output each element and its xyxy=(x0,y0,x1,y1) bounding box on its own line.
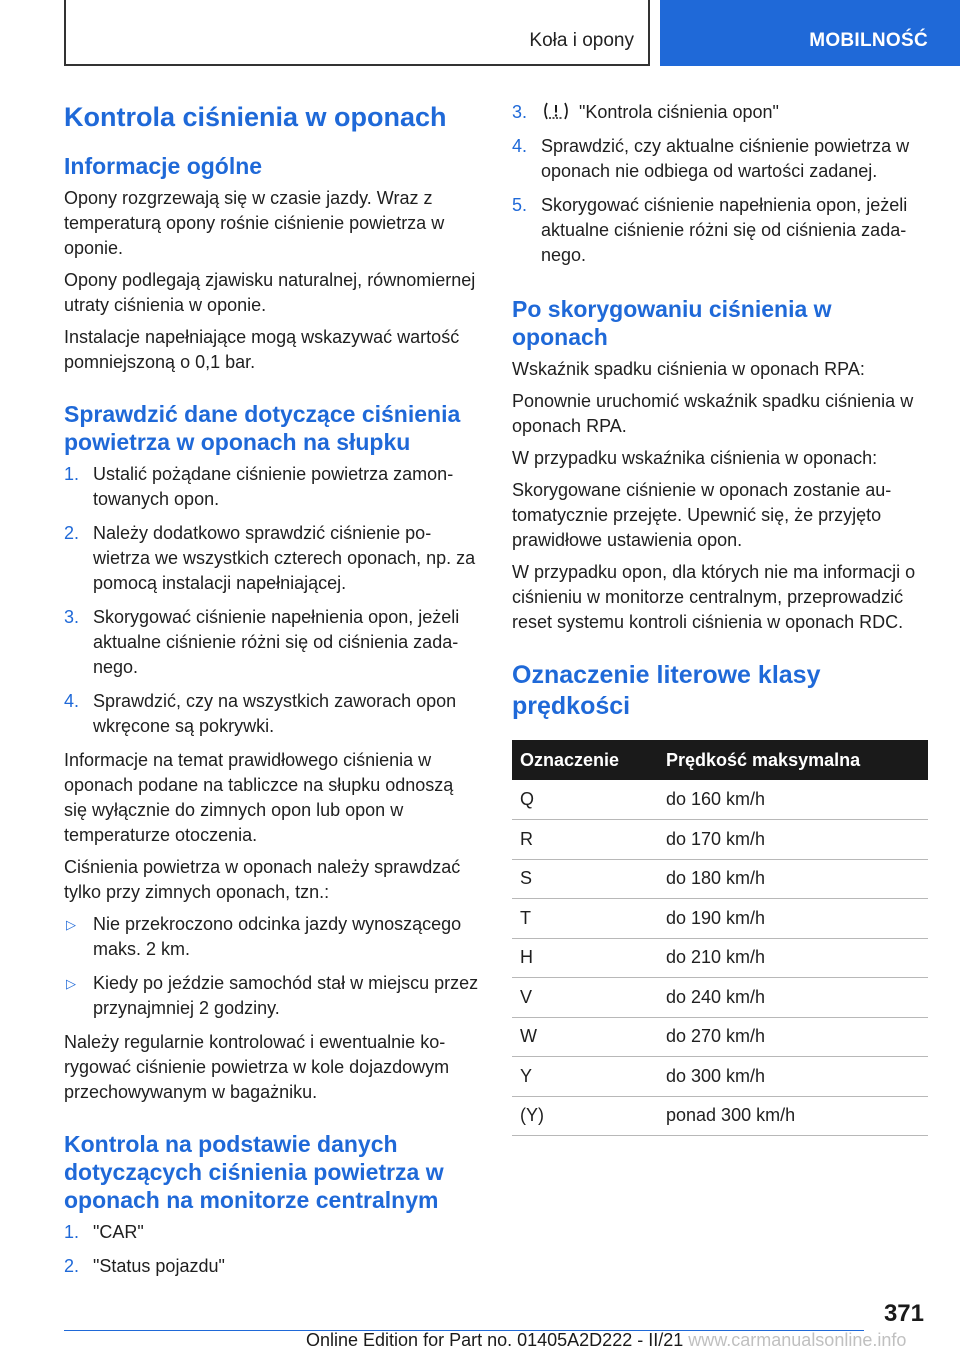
table-header-row xyxy=(512,740,928,780)
cold-tire-bullets xyxy=(64,912,480,1021)
table-cell: S xyxy=(512,859,658,899)
list-item xyxy=(64,971,480,1021)
speed-class-table xyxy=(512,740,928,1136)
table-cell: (Y) xyxy=(512,1096,658,1136)
table-cell: do 170 km/h xyxy=(658,820,928,860)
chapter-title: MOBILNOŚĆ xyxy=(809,30,928,51)
bullet-text: Nie przekroczono odcinka jazdy wynoszącego maks. 2 km. xyxy=(93,914,462,959)
general-heading: Informacje ogólne xyxy=(64,153,263,179)
general-paragraph: Opony podlegają zjawisku naturalnej, równomiernej utraty ciśnienia w oponie. xyxy=(64,270,476,315)
after-paragraph: Wskaźnik spadku ciśnienia w oponach RPA: xyxy=(512,359,865,379)
table-cell: Y xyxy=(512,1057,658,1097)
table-row xyxy=(512,820,928,860)
list-item xyxy=(64,605,480,680)
list-item xyxy=(64,462,480,512)
table-row xyxy=(512,1057,928,1097)
list-item xyxy=(64,521,480,596)
table-cell: do 210 km/h xyxy=(658,938,928,978)
monitor-heading: Kontrola na podstawie danych dotyczących ciśnienia powietrza w oponach na monitorze centralnym xyxy=(64,1131,444,1213)
step-number: 5. xyxy=(512,195,528,215)
monitor-steps xyxy=(64,1220,480,1279)
table-cell: H xyxy=(512,938,658,978)
step-number: 3. xyxy=(512,102,528,122)
table-cell: T xyxy=(512,899,658,939)
list-item xyxy=(512,100,930,125)
table-cell: do 300 km/h xyxy=(658,1057,928,1097)
list-item xyxy=(64,912,480,962)
column-header: Oznaczenie xyxy=(512,740,658,780)
table-cell: W xyxy=(512,1017,658,1057)
pillar-steps xyxy=(64,462,480,739)
bullet-triangle-icon: ▷ xyxy=(66,917,76,932)
list-item xyxy=(512,193,930,268)
tire-pressure-warning-icon xyxy=(541,101,571,121)
column-header: Prędkość maksymalna xyxy=(658,740,928,780)
table-cell: do 270 km/h xyxy=(658,1017,928,1057)
general-paragraph: Instalacje napełniające mogą wskazywać wartość pomniejszoną o 0,1 bar. xyxy=(64,327,460,372)
section-title: Koła i opony xyxy=(529,30,634,51)
speed-class-heading: Oznaczenie literowe klasy prędkości xyxy=(512,661,821,720)
after-paragraph: W przypadku opon, dla których nie ma informacji o ciśnieniu w monitorze centralnym, przeprowadzić reset systemu kontroli ciśnienia w oponach RDC. xyxy=(512,562,916,632)
page-title: Kontrola ciśnienia w oponach xyxy=(64,102,447,132)
list-item xyxy=(512,134,930,184)
step-text: Ustalić pożądane ciśnienie powietrza zamontowanych opon. xyxy=(93,464,454,509)
table-cell: V xyxy=(512,978,658,1018)
page-number: 371 xyxy=(883,1300,924,1327)
pillar-paragraph: Należy regularnie kontrolować i ewentualnie korygować ciśnienie powietrza w kole dojazdowym przechowywanym w bagażniku. xyxy=(64,1032,450,1102)
edition-text: Online Edition for Part no. 01405A2D222 - II/21 xyxy=(306,1330,684,1350)
table-row xyxy=(512,780,928,820)
left-column xyxy=(64,100,480,1288)
table-cell: do 180 km/h xyxy=(658,859,928,899)
step-number: 1. xyxy=(64,1222,80,1242)
table-cell: Q xyxy=(512,780,658,820)
section-tab xyxy=(64,0,650,66)
table-cell: ponad 300 km/h xyxy=(658,1096,928,1136)
step-text: Skorygować ciśnienie napełnienia opon, jeżeli aktualne ciśnienie różni się od ciśnienia zadanego. xyxy=(93,607,460,677)
table-row xyxy=(512,1096,928,1136)
step-text: Sprawdzić, czy aktualne ciśnienie powietrza w oponach nie odbiega od wartości zadanej. xyxy=(541,136,910,181)
brand-watermark[interactable]: www.carmanualsonline.info xyxy=(688,1330,907,1350)
list-item xyxy=(64,689,480,739)
after-paragraph: Ponownie uruchomić wskaźnik spadku ciśnienia w oponach RPA. xyxy=(512,391,914,436)
bullet-text: Kiedy po jeździe samochód stał w miejscu przez przynajmniej 2 godziny. xyxy=(93,973,479,1018)
table-cell: do 240 km/h xyxy=(658,978,928,1018)
footer-edition-line xyxy=(306,1330,906,1351)
table-cell: do 160 km/h xyxy=(658,780,928,820)
step-number: 3. xyxy=(64,607,80,627)
step-text: "CAR" xyxy=(93,1222,144,1242)
pillar-heading: Sprawdzić dane dotyczące ciśnienia powietrza w oponach na słupku xyxy=(64,401,461,455)
after-correction-heading: Po skorygowaniu ciśnienia w oponach xyxy=(512,296,832,350)
table-row xyxy=(512,899,928,939)
monitor-steps-continued xyxy=(512,100,930,268)
step-text: Należy dodatkowo sprawdzić ciśnienie powietrza we wszystkich czterech oponach, np. za pomocą instalacji napełniającej. xyxy=(93,523,476,593)
table-cell: do 190 km/h xyxy=(658,899,928,939)
table-row xyxy=(512,978,928,1018)
step-text: Skorygować ciśnienie napełnienia opon, jeżeli aktualne ciśnienie różni się od ciśnienia zadanego. xyxy=(541,195,908,265)
after-paragraph: Skorygowane ciśnienie w oponach zostanie automatycznie przejęte. Upewnić się, że przyjęto prawidłowe ustawienia opon. xyxy=(512,480,892,550)
step-number: 2. xyxy=(64,1256,80,1276)
step-number: 4. xyxy=(512,136,528,156)
right-column xyxy=(512,100,930,1136)
bullet-triangle-icon: ▷ xyxy=(66,976,76,991)
step-text: Sprawdzić, czy na wszystkich zaworach opon wkręcone są pokrywki. xyxy=(93,691,457,736)
step-text: "Status pojazdu" xyxy=(93,1256,225,1276)
table-row xyxy=(512,859,928,899)
step-number: 1. xyxy=(64,464,80,484)
list-item xyxy=(64,1220,480,1245)
step-number: 4. xyxy=(64,691,80,711)
pillar-paragraph: Ciśnienia powietrza w oponach należy sprawdzać tylko przy zimnych oponach, tzn.: xyxy=(64,857,461,902)
table-row xyxy=(512,1017,928,1057)
table-row xyxy=(512,938,928,978)
table-cell: R xyxy=(512,820,658,860)
step-text: "Kontrola ciśnienia opon" xyxy=(579,102,779,122)
step-number: 2. xyxy=(64,523,80,543)
general-paragraph: Opony rozgrzewają się w czasie jazdy. Wraz z temperaturą opony rośnie ciśnienie powietrza w oponie. xyxy=(64,188,445,258)
chapter-tab xyxy=(660,0,960,66)
pillar-paragraph: Informacje na temat prawidłowego ciśnienia w oponach podane na tabliczce na słupku odnoszą się wyłącznie do zimnych opon lub opon w temperaturze otoczenia. xyxy=(64,750,454,845)
page-header xyxy=(0,0,960,66)
after-paragraph: W przypadku wskaźnika ciśnienia w oponach: xyxy=(512,448,878,468)
list-item xyxy=(64,1254,480,1279)
